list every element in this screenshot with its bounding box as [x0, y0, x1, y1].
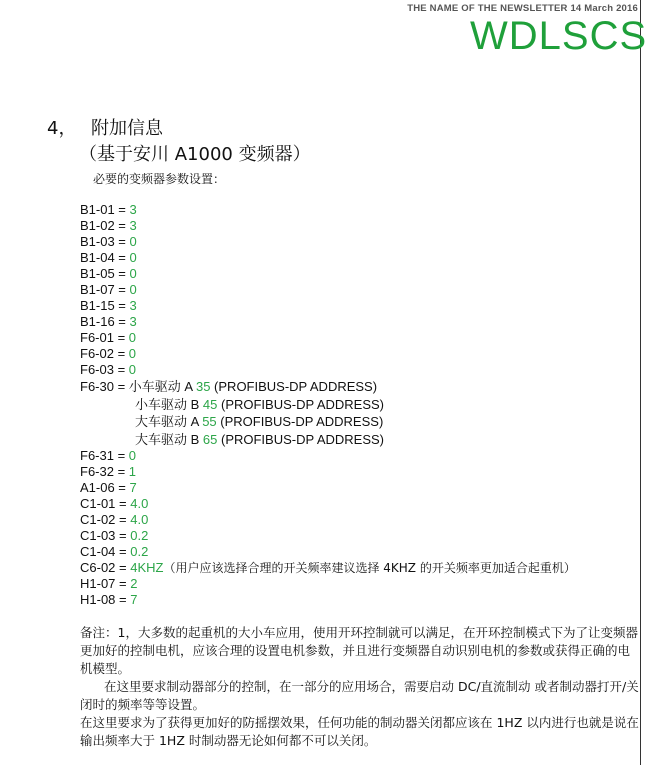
- drive-label: 小车驱动 A: [128, 379, 196, 394]
- param-key: C1-01 =: [80, 496, 131, 511]
- param-key: B1-04 =: [80, 250, 130, 265]
- param-value: 4.0: [130, 512, 149, 527]
- param-row: [80, 512, 576, 528]
- section-heading: [47, 114, 163, 140]
- f6-30-block: [80, 378, 576, 448]
- param-value: 55: [202, 414, 217, 429]
- param-suffix: (PROFIBUS-DP ADDRESS): [210, 379, 378, 394]
- drive-label: 小车驱动 B: [135, 396, 203, 412]
- param-value: 3: [129, 202, 137, 217]
- newsletter-name: THE NAME OF THE NEWSLETTER: [407, 3, 568, 14]
- param-value: 3: [129, 298, 137, 313]
- param-row: [80, 314, 576, 330]
- newsletter-header: [407, 3, 638, 14]
- f6-30-row: [80, 396, 576, 414]
- f6-30-row: [80, 378, 576, 396]
- param-key: F6-01 =: [80, 330, 129, 345]
- param-value: 1: [128, 464, 137, 479]
- param-value: 7: [130, 592, 138, 607]
- param-key: A1-06 =: [80, 480, 130, 495]
- param-row: [80, 282, 576, 298]
- param-value: 0.2: [130, 528, 149, 543]
- param-value: 0: [128, 448, 137, 463]
- param-comment: （用户应该选择合理的开关频率建议选择 4KHZ 的开关频率更加适合起重机）: [163, 561, 576, 575]
- note-paragraph-1: 备注：1，大多数的起重机的大小车应用，使用开环控制就可以满足，在开环控制模式下为了让变频器更加好的控制电机，应该合理的设置电机参数，并且进行变频器自动识别电机的参数或获得正确的电机模型。: [80, 625, 638, 676]
- param-value: 0: [129, 234, 137, 249]
- param-value: 0: [128, 362, 137, 377]
- param-value: 35: [195, 379, 211, 394]
- param-value: 0.2: [130, 544, 149, 559]
- param-value: 0: [129, 282, 137, 297]
- param-suffix: (PROFIBUS-DP ADDRESS): [217, 431, 384, 447]
- param-value: 0: [128, 346, 137, 361]
- param-row: [80, 266, 576, 282]
- note-paragraph-3: 在这里要求为了获得更加好的防摇摆效果，任何功能的制动器关闭都应该在 1HZ 以内进行也就是说在输出频率大于 1HZ 时制动器无论如何都不可以关闭。: [80, 715, 639, 748]
- param-key: B1-15 =: [80, 298, 130, 313]
- param-row: [80, 496, 576, 512]
- param-row: [80, 576, 576, 592]
- param-value: 0: [129, 250, 137, 265]
- param-key: B1-16 =: [80, 314, 130, 329]
- param-key: B1-01 =: [80, 202, 130, 217]
- notes-block: [80, 624, 640, 750]
- drive-label: 大车驱动 B: [135, 431, 203, 447]
- param-value: 2: [130, 576, 138, 591]
- param-key: F6-30 =: [80, 379, 129, 394]
- param-row: [80, 448, 576, 464]
- param-key: B1-07 =: [80, 282, 130, 297]
- param-row: [80, 298, 576, 314]
- param-key: F6-02 =: [80, 346, 129, 361]
- param-row: [80, 528, 576, 544]
- param-row: [80, 560, 576, 576]
- param-row: [80, 234, 576, 250]
- newsletter-date: 14 March 2016: [570, 3, 638, 14]
- param-value: 0: [129, 266, 137, 281]
- f6-30-row: [80, 413, 576, 431]
- param-row: [80, 202, 576, 218]
- param-row: [80, 346, 576, 362]
- param-value: 0: [128, 330, 137, 345]
- param-key: H1-08 =: [80, 592, 131, 607]
- param-suffix: (PROFIBUS-DP ADDRESS): [216, 414, 384, 429]
- param-key: C1-02 =: [80, 512, 131, 527]
- param-row: [80, 464, 576, 480]
- param-row: [80, 250, 576, 266]
- param-key: F6-03 =: [80, 362, 129, 377]
- param-key: C1-04 =: [80, 544, 131, 559]
- param-value: 45: [202, 396, 218, 412]
- param-value: 3: [129, 314, 137, 329]
- param-key: H1-07 =: [80, 576, 131, 591]
- param-value: 3: [129, 218, 137, 233]
- parameter-list: [80, 202, 576, 608]
- param-key: F6-31 =: [80, 448, 129, 463]
- section-number: 4，: [47, 118, 77, 139]
- param-key: B1-02 =: [80, 218, 130, 233]
- param-value: 4KHZ: [130, 560, 164, 575]
- param-key: F6-32 =: [80, 464, 129, 479]
- logo-text: WDLSCS: [470, 14, 648, 58]
- param-row: [80, 330, 576, 346]
- drive-label: 大车驱动 A: [135, 414, 203, 429]
- f6-30-row: [80, 431, 576, 449]
- param-row: [80, 480, 576, 496]
- param-value: 65: [202, 431, 218, 447]
- param-row: [80, 362, 576, 378]
- param-value: 4.0: [130, 496, 149, 511]
- param-key: C1-03 =: [80, 528, 131, 543]
- param-key: B1-05 =: [80, 266, 130, 281]
- param-row: [80, 218, 576, 234]
- section-subtitle: （基于安川 A1000 变频器）: [79, 144, 311, 165]
- param-key: C6-02 =: [80, 560, 131, 575]
- param-value: 7: [129, 480, 137, 495]
- param-row: [80, 592, 576, 608]
- note-paragraph-2: 在这里要求制动器部分的控制，在一部分的应用场合，需要启动 DC/直流制动 或者制动器打开/关闭时的频率等等设置。: [80, 679, 639, 712]
- section-intro: 必要的变频器参数设置：: [93, 172, 226, 186]
- section-title: 附加信息: [91, 118, 163, 139]
- param-suffix: (PROFIBUS-DP ADDRESS): [217, 396, 384, 412]
- param-key: B1-03 =: [80, 234, 130, 249]
- param-row: [80, 544, 576, 560]
- page-right-rule: [640, 0, 641, 765]
